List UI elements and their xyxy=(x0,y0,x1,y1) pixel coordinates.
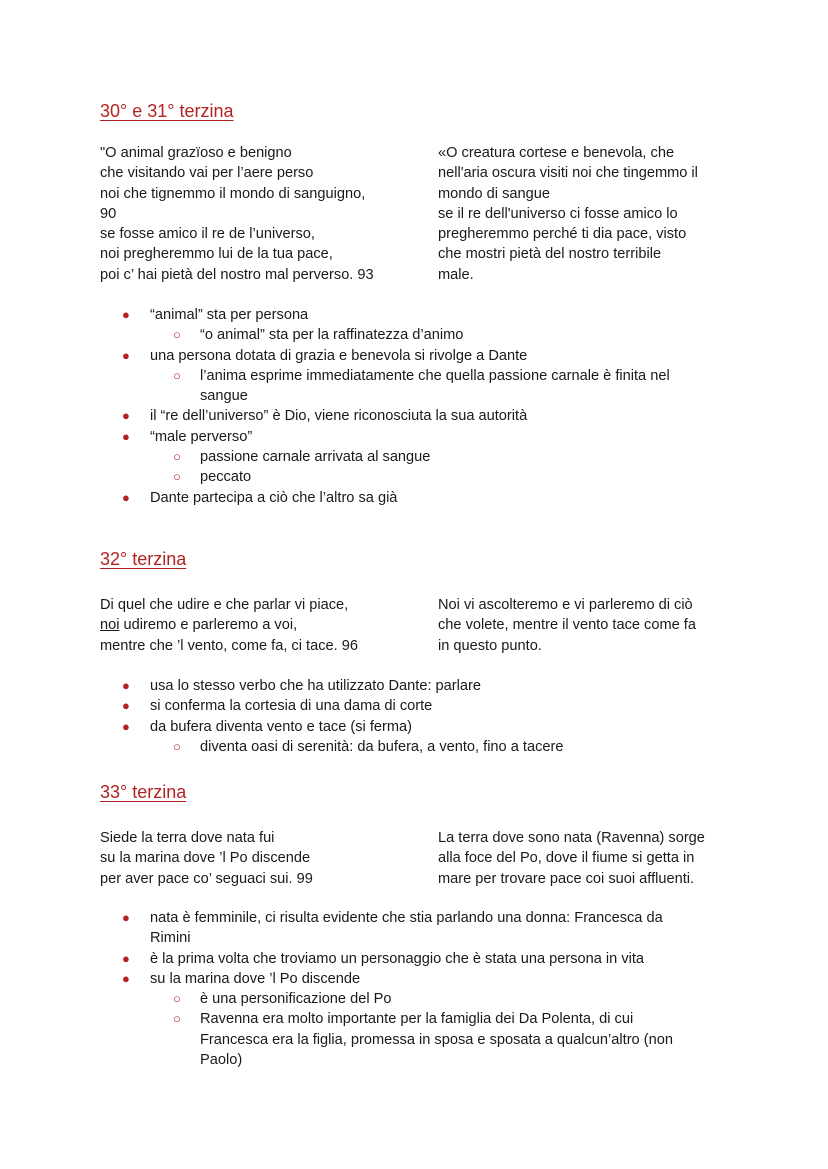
bullet-icon: ● xyxy=(122,950,130,966)
list-item: ● “animal” sta per persona xyxy=(0,305,828,325)
section-heading-30-31: 30° e 31° terzina xyxy=(100,101,234,121)
list-item: ○ peccato xyxy=(0,467,828,487)
list-item: ● nata è femminile, ci risulta evidente che stia parlando una donna: Francesca da Rimini xyxy=(122,910,663,947)
list-item: ○ l’anima esprime immediatamente che quella passione carnale è finita nel sangue xyxy=(173,367,670,405)
verse-line: se fosse amico il re de l’universo, xyxy=(100,226,315,243)
verse-line: mentre che ’l vento, come fa, ci tace. 96 xyxy=(100,637,358,654)
sub-bullet-icon: ○ xyxy=(173,469,181,485)
paraphrase-line: che volete, mentre il vento tace come fa xyxy=(438,617,696,634)
bullet-icon: ● xyxy=(122,910,130,925)
paraphrase-block xyxy=(438,595,738,656)
paraphrase-line: alla foce del Po, dove il fiume si getta in xyxy=(438,850,695,867)
paraphrase-line: pregheremmo perché ti dia pace, visto xyxy=(438,226,687,243)
notes-list xyxy=(0,676,828,757)
notes-list xyxy=(0,305,828,508)
list-item: ● usa lo stesso verbo che ha utilizzato Dante: parlare xyxy=(0,676,828,696)
paraphrase-line: La terra dove sono nata (Ravenna) sorge xyxy=(438,830,705,846)
paraphrase-line: nell'aria oscura visiti noi che tingemmo il xyxy=(438,165,698,182)
paraphrase-line: che mostri pietà del nostro terribile xyxy=(438,246,662,263)
bullet-icon: ● xyxy=(122,489,130,505)
verse-line: noi pregheremmo lui de la tua pace, xyxy=(100,246,333,263)
bullet-icon: ● xyxy=(122,718,130,734)
bullet-icon: ● xyxy=(122,428,130,444)
list-item: ○ Ravenna era molto importante per la famiglia dei Da Polenta, di cui Francesca era la figlia, promessa in sposa e sposata a qualcun’altro (non Paolo) xyxy=(173,1011,673,1069)
verse-block xyxy=(100,828,420,889)
sub-bullet-icon: ○ xyxy=(173,991,181,1007)
verse-line: poi c’ hai pietà del nostro mal perverso. 93 xyxy=(100,266,374,283)
verse-line: su la marina dove ’l Po discende xyxy=(100,850,311,867)
sub-bullet-icon: ○ xyxy=(173,449,181,465)
list-item: ● una persona dotata di grazia e benevola si rivolge a Dante xyxy=(0,346,828,366)
verse-line: Di quel che udire e che parlar vi piace, xyxy=(100,597,349,613)
paraphrase-line: Noi vi ascolteremo e vi parleremo di ciò xyxy=(438,597,693,613)
list-item: ○ diventa oasi di serenità: da bufera, a vento, fino a tacere xyxy=(0,737,828,757)
bullet-icon: ● xyxy=(122,698,130,714)
list-item: ● Dante partecipa a ciò che l’altro sa già xyxy=(0,488,828,508)
list-item: ● su la marina dove ’l Po discende xyxy=(0,969,828,989)
paraphrase-line: mare per trovare pace coi suoi affluenti. xyxy=(438,870,695,887)
bullet-icon: ● xyxy=(122,678,130,693)
verse-line: "O animal grazïoso e benigno xyxy=(100,145,292,161)
verse-line: Siede la terra dove nata fui xyxy=(100,830,275,846)
list-item: ● si conferma la cortesia di una dama di corte xyxy=(0,696,828,716)
verse-line: per aver pace co’ seguaci sui. 99 xyxy=(100,870,313,887)
bullet-icon: ● xyxy=(122,347,130,363)
verse-line: noi che tignemmo il mondo di sanguigno, xyxy=(100,185,366,202)
sub-bullet-icon: ○ xyxy=(173,367,181,383)
verse-line: che visitando vai per l’aere perso xyxy=(100,165,314,182)
paraphrase-line: «O creatura cortese e benevola, che xyxy=(438,145,675,161)
sub-bullet-icon: ○ xyxy=(173,327,181,343)
section-heading-32: 32° terzina xyxy=(100,549,187,569)
paraphrase-line: se il re dell'universo ci fosse amico lo xyxy=(438,205,678,222)
verse-line: noi udiremo e parleremo a voi, xyxy=(100,617,298,634)
paraphrase-block xyxy=(438,828,738,889)
list-item: ● da bufera diventa vento e tace (si ferma) xyxy=(0,717,828,737)
list-item: ○ “o animal” sta per la raffinatezza d’animo xyxy=(0,325,828,345)
bullet-icon: ● xyxy=(122,307,130,322)
paraphrase-line: in questo punto. xyxy=(438,637,542,654)
underlined-word: noi xyxy=(100,617,120,634)
list-item: ○ è una personificazione del Po xyxy=(0,989,828,1009)
list-item: ● è la prima volta che troviamo un personaggio che è stata una persona in vita xyxy=(0,949,828,969)
bullet-icon: ● xyxy=(122,970,130,986)
paraphrase-block xyxy=(438,143,738,285)
list-item: ● il “re dell’universo” è Dio, viene riconosciuta la sua autorità xyxy=(0,406,828,426)
section-heading-33: 33° terzina xyxy=(100,782,187,802)
sub-bullet-icon: ○ xyxy=(173,738,181,754)
list-item: ● “male perverso” xyxy=(0,427,828,447)
list-item: ○ passione carnale arrivata al sangue xyxy=(0,447,828,467)
verse-block xyxy=(100,143,420,285)
verse-block xyxy=(100,595,420,656)
paraphrase-line: mondo di sangue xyxy=(438,185,550,202)
bullet-icon: ● xyxy=(122,408,130,424)
verse-line: 90 xyxy=(100,205,117,222)
notes-list xyxy=(0,908,828,1070)
sub-bullet-icon: ○ xyxy=(173,1011,181,1027)
paraphrase-line: male. xyxy=(438,266,474,283)
